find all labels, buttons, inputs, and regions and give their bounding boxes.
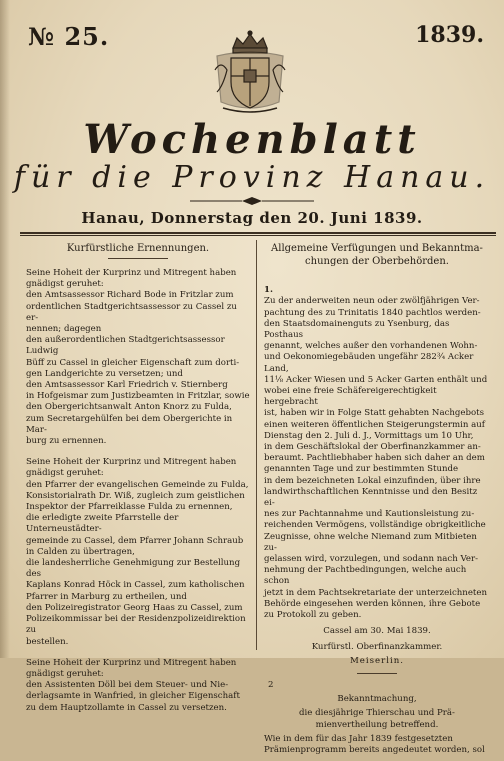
issue-year: 1839. — [415, 22, 484, 48]
item-separator — [357, 673, 397, 674]
signature: Meiserlin. — [349, 655, 404, 666]
appointment-paragraph: Seine Hoheit der Kurprinz und Mitregent haben gnädigst geruhet: den Pfarrer der evangelischen Gemeinde zu Fulda, Konsistorialrath Dr. Wiß, zugleich zum geistlichen Inspektor der Pfarreiklasse Fulda zu ernennen, die erledigte zweite Pfarrstelle der Unterneustädter- gemeinde zu Cassel, dem Pfarrer Johann Schraub in Calden zu übertragen, die landesherrliche Genehmigung zur Bestellung des Kaplans Konrad Höck in Cassel, zum katholischen Pfarrer in Marburg zu ertheilen, und den Polizeiregistrator Georg Haas zu Cassel, zum Polizeikommissar bei der Residenzpolizeidirektion zu bestellen. — [26, 457, 249, 647]
appointment-paragraph: Seine Hoheit der Kurprinz und Mitregent haben gnädigst geruhet: den Amtsassessor Richard Bode in Fritzlar zum ordentlichen Stadtgerichtsassessor zu Cassel zu er- nennen; dagegen den außerordentlichen Stadtgerichtsassessor Ludwig Büff zu Cassel in gleicher Eigenschaft zum dorti- gen Landgerichte zu versetzen; und den Amtsassessor Karl Friedrich v. Stiernberg in Hofgeismar zum Justizbeamten in Fritzlar, sowie den Obergerichtsanwalt Anton Knorz zu Fulda, zum Secretargehülfen bei dem Obergerichte in Mar- burg zu ernennen. — [26, 268, 250, 447]
masthead-title: Wochenblatt — [83, 116, 421, 163]
item-number: 2 — [268, 679, 274, 690]
issuing-authority: Kurfürstl. Oberfinanzkammer. — [311, 641, 443, 652]
item-text: Zu der anderweiten neun oder zwölfjährigen Ver- pachtung des zu Trinitatis 1840 pachtlos werden- den Staatsdomainenguts zu Ysenburg, das Posthaus genannt, welches außer den vorhandenen Wohn- und Oekonomiegebäuden ungefähr 282¾ Acker Land, 11⅛ Acker Wiesen und 5 Acker Garten enthält und wobei eine freie Schäfereigerechtigkeit hergebracht ist, haben wir in Folge Statt gehabten Nachgebots einen weiteren öffentlichen Steigerungstermin auf Dienstag den 2. Juli d. J., Vormittags um 10 Uhr, in dem Geschäftslokal der Oberfinanzkammer an- beraumt. Pachtliebhaber haben sich daher an dem genannten Tage und zur bestimmten Stunde in dem bezeichneten Lokal einzufinden, über ihre landwirthschaftlichen Kenntnisse und den Besitz ei- nes zur Pachtannahme und Kautionsleistung zu- reichenden Vermögens, vollständige obrigkeitliche Zeugnisse, ohne welche Niemand zum Mitbieten zu- gelassen wird, vorzulegen, und sodann nach Ver- nehmung der Pachtbedingungen, welche auch schon jetzt in dem Pachtsekretariate der unterzeichneten Behörde eingesehen werden können, ihre Gebote zu Protokoll zu geben. — [264, 296, 488, 621]
coat-of-arms-icon — [207, 30, 293, 116]
announcement-item-1 — [264, 274, 490, 621]
column-divider — [256, 240, 257, 650]
left-column — [26, 242, 250, 719]
masthead-subtitle: für die Provinz Hanau. — [13, 160, 491, 195]
issue-date-line: Cassel am 30. Mai 1839. — [323, 626, 431, 637]
section-heading-text: Kurfürstliche Ernennungen. — [66, 243, 210, 254]
header-rule-thin — [20, 235, 496, 236]
section-heading-appointments — [26, 242, 250, 259]
announcement-subheading: die diesjährige Thierschau und Prä- mienvertheilung betreffend. — [299, 708, 455, 730]
header-rule — [20, 232, 496, 234]
section-heading-announcements — [264, 242, 490, 268]
issue-number: № 25. — [28, 22, 110, 51]
announcement-heading: Bekanntmachung, — [337, 694, 417, 705]
announcement-text: Wie in dem für das Jahr 1839 festgesetzten Prämienprogramm bereits angedeutet worden, sol — [264, 733, 485, 755]
section-heading-text: Allgemeine Verfügungen und Bekanntma- chungen der Oberbehörden. — [271, 243, 483, 267]
ornament-divider-icon — [190, 196, 314, 206]
dateline: Hanau, Donnerstag den 20. Juni 1839. — [81, 209, 423, 227]
heading-underline — [108, 258, 168, 259]
right-column — [264, 242, 490, 761]
appointment-paragraph: Seine Hoheit der Kurprinz und Mitregent haben gnädigst geruhet: den Assistenten Döll bei dem Steuer- und Nie- derlagsamte in Wanfried, in gleicher Eigenschaft zu dem Hauptzollamte in Cassel zu versetzen. — [26, 657, 240, 713]
item-number: 1. — [264, 285, 273, 296]
